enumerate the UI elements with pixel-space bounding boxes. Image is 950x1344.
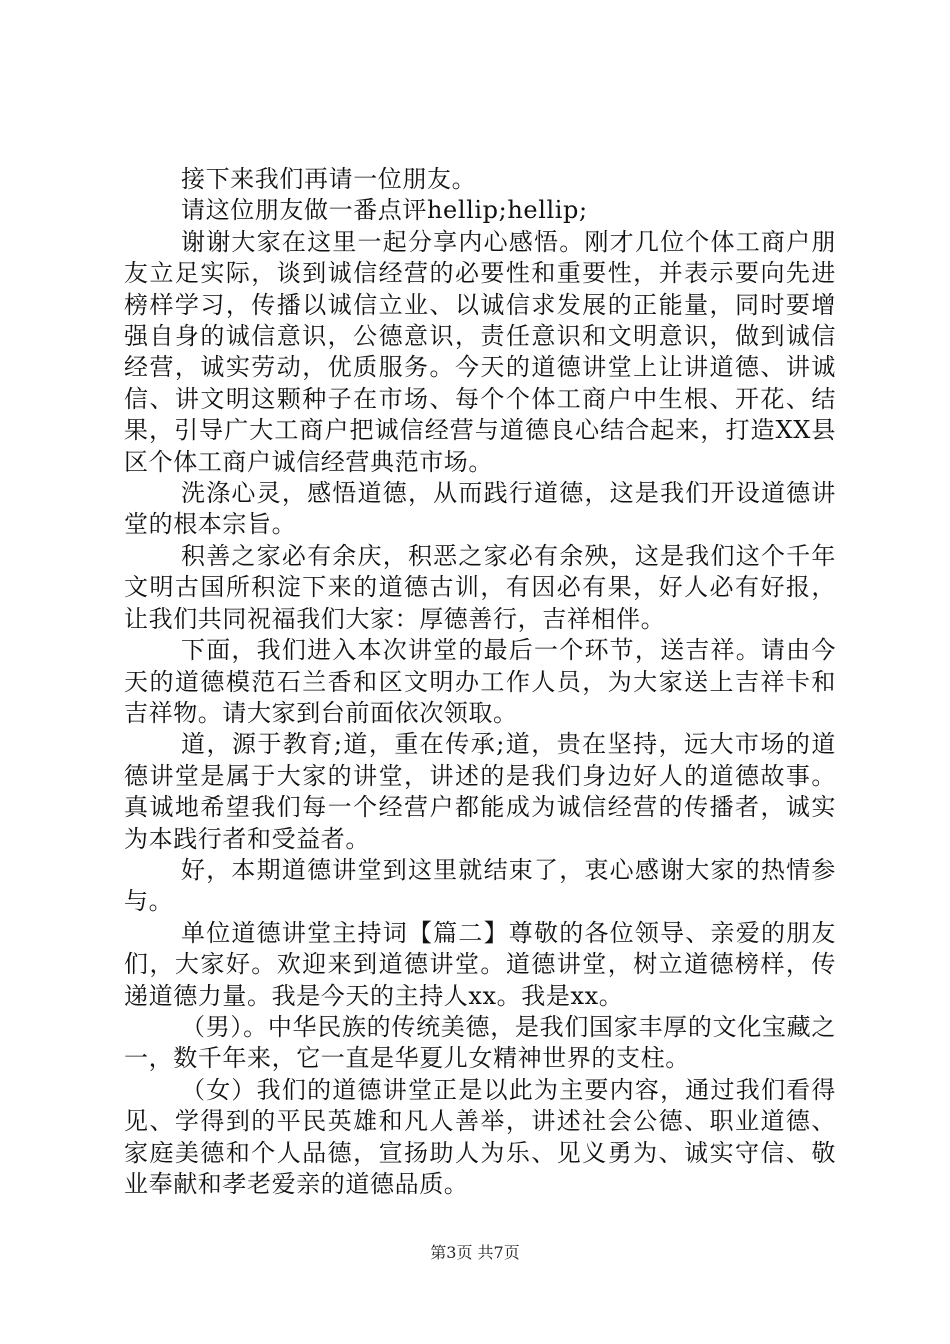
paragraph-1: 接下来我们再请一位朋友。	[181, 165, 477, 193]
paragraph-2: 请这位朋友做一番点评hellip;hellip;	[181, 196, 588, 225]
paragraph-6: 下面，我们进入本次讲堂的最后一个环节，送吉祥。请由今天的道德模范石兰香和区文明办工作人员，为大家送上吉祥卡和吉祥物。请大家到台前面依次领取。	[124, 636, 836, 727]
document-body	[124, 164, 836, 1200]
paragraph-11: （女）我们的道德讲堂正是以此为主要内容，通过我们看得见、学得到的平民英雄和凡人善举，讲述社会公德、职业道德、家庭美德和个人品德，宣扬助人为乐、见义勇为、诚实守信、敬业奉献和孝老爱亲的道德品质。	[124, 1075, 836, 1198]
paragraph-10: （男）。中华民族的传统美德，是我们国家丰厚的文化宝藏之一，数千年来，它一直是华夏儿女精神世界的支柱。	[124, 1012, 836, 1073]
paragraph-9: 单位道德讲堂主持词【篇二】尊敬的各位领导、亲爱的朋友们，大家好。欢迎来到道德讲堂。道德讲堂，树立道德榜样，传递道德力量。我是今天的主持人xx。我是xx。	[124, 918, 836, 1010]
page-footer: 第3页 共7页	[430, 1243, 520, 1262]
paragraph-4: 洗涤心灵，感悟道德，从而践行道德，这是我们开设道德讲堂的根本宗旨。	[124, 479, 836, 539]
paragraph-8: 好，本期道德讲堂到这里就结束了，衷心感谢大家的热情参与。	[124, 855, 836, 916]
paragraph-7: 道，源于教育;道，重在传承;道，贵在坚持，远大市场的道德讲堂是属于大家的讲堂，讲述的是我们身边好人的道德故事。真诚地希望我们每一个经营户都能成为诚信经营的传播者，诚实为本践行者和受益者。	[124, 730, 836, 853]
paragraph-5: 积善之家必有余庆，积恶之家必有余殃，这是我们这个千年文明古国所积淀下来的道德古训，有因必有果，好人必有好报，让我们共同祝福我们大家：厚德善行，吉祥相伴。	[124, 541, 836, 633]
paragraph-3: 谢谢大家在这里一起分享内心感悟。刚才几位个体工商户朋友立足实际，谈到诚信经营的必要性和重要性，并表示要向先进榜样学习，传播以诚信立业、以诚信求发展的正能量，同时要增强自身的诚信意识，公德意识，责任意识和文明意识，做到诚信经营，诚实劳动，优质服务。今天的道德讲堂上让讲道德、讲诚信、讲文明这颗种子在市场、每个个体工商户中生根、开花、结果，引导广大工商户把诚信经营与道德良心结合起来，打造XX县区个体工商户诚信经营典范市场。	[124, 227, 836, 476]
